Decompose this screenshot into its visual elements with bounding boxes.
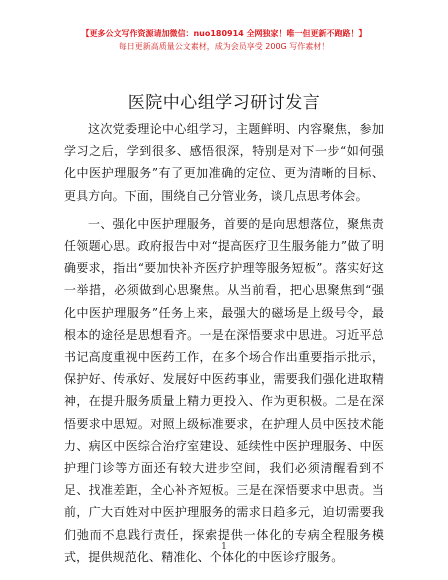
- promo-banner-line2: 每日更新高质量公文素材，成为会员享受 200G 写作素材！: [118, 42, 330, 51]
- page-number: 1: [221, 542, 227, 552]
- paragraph-section-one: 一、强化中医护理服务，首要的是向思想落位，聚焦责任领题心思。政府报告中对“提高医疗卫生服务能力”做了明确要求，指出“要加快补齐医疗护理等服务短板”。落实好这一举措，必须做到心思聚焦。从当前看，把心思聚焦到“强化中医护理服务”任务上来，最强大的磁场是上级号令，最根本的途径是思想看齐。一是在深悟要求中思进。习近平总书记高度重视中医药工作，在多个场合作出重要指示批示，保护好、传承好、发展好中医药事业，需要我们强化进取精神，在提升服务质量上精力更投入、作为更积极。二是在深悟要求中思短。对照上级标准要求，在护理人员中医技术能力、病区中医综合治疗室建设、延续性中医护理服务、中医护理门诊等方面还有较大进步空间，我们必须清醒看到不足、找准差距，全心补齐短板。三是在深悟要求中思责。当前，广大百姓对中医护理服务的需求日趋多元，迫切需要我们弛而不息践行责任，探索提供一体化的专病全程服务模式，提供规范化、精准化、个体化的中医诊疗服务。: [64, 216, 384, 564]
- promo-banner-line1: 【更多公文写作资源请加微信：nuo180914 全网独家！唯一但更新不跑路！】: [81, 29, 367, 38]
- document-body: [64, 118, 384, 568]
- promo-banner: [0, 27, 448, 53]
- document-title: 医院中心组学习研讨发言: [127, 93, 321, 113]
- paragraph-intro: 这次党委理论中心组学习，主题鲜明、内容聚焦，参加学习之后，学到很多、感悟很深，特别是对下一步“如何强化中医护理服务”有了更加准确的定位、更为清晰的目标、更具方向。下面，围绕自己分管业务，谈几点思考体会。: [64, 122, 384, 203]
